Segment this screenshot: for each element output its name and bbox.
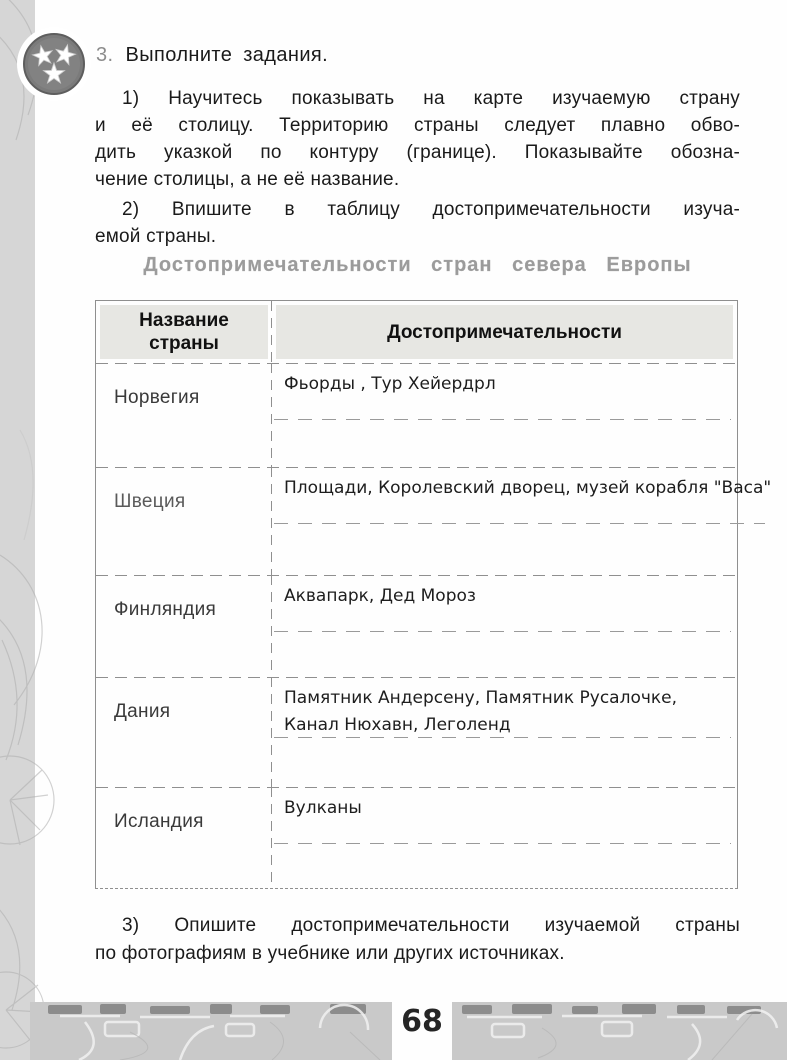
writing-line [274,523,765,524]
country-cell [96,467,272,575]
task-number: 3. [96,44,114,66]
footer-texture [452,1002,787,1060]
footer-ornament-right [452,1002,787,1060]
instruction-line: 1) Научитесь показывать на карте изучаемую страну [122,88,740,109]
writing-line [274,631,731,632]
landmarks-cell [272,787,737,888]
table-header-row [96,301,737,363]
footer-texture [30,1002,392,1060]
table-title: Достопримечательности стран севера Европы [143,254,692,276]
column-header-landmarks: Достопримечательности [387,321,622,343]
landmarks-answer: Фьорды , Тур Хейердрл [284,374,496,394]
country-cell [96,363,272,467]
table-row [96,575,737,677]
instruction-line: и её столицу. Территорию страны следует плавно обво- [95,115,740,136]
table-row [96,363,737,467]
landmarks-answer-line2: Канал Нюхавн, Леголенд [284,715,511,735]
country-name: Норвегия [114,387,200,408]
instruction-line: по фотографиям в учебнике или других источниках. [95,943,565,964]
instruction-paragraph-1 [95,85,740,193]
landmarks-answer: Площади, Королевский дворец, музей корабля "Васа" [284,478,772,498]
landmarks-answer: Аквапарк, Дед Мороз [284,586,476,606]
landmarks-cell [272,575,737,677]
country-cell [96,677,272,787]
writing-line [274,419,731,420]
landmarks-cell [272,467,771,575]
footer-ornament-left [30,1002,392,1060]
table-row [96,467,772,575]
writing-line [274,843,731,844]
column-header-country: Название страны [139,310,229,354]
country-name: Дания [114,701,171,722]
table-row [96,787,737,888]
task-heading [96,44,740,67]
landmarks-cell [272,677,737,787]
landmarks-cell [272,363,737,467]
country-cell [96,787,272,888]
three-stars-badge-icon [12,22,96,106]
country-name: Швеция [114,491,186,512]
instruction-paragraph-3 [95,912,740,968]
instruction-line: дить указкой по контуру (границе). Показывайте обозна- [95,142,740,163]
instruction-line: чение столицы, а не её название. [95,169,400,190]
page-gutter [0,0,35,1060]
task-title: Выполните задания. [125,44,329,66]
instruction-line: емой страны. [95,226,217,247]
header-cell-landmarks [272,301,737,363]
country-name: Финляндия [114,599,217,620]
country-name: Исландия [114,811,204,832]
landmarks-answer: Памятник Андерсену, Памятник Русалочке, [284,688,678,708]
page-number: 68 [401,1004,443,1039]
landmarks-answer: Вулканы [284,798,362,818]
landmarks-table [95,300,772,889]
header-cell-country [96,301,272,363]
instruction-line: 2) Впишите в таблицу достопримечательности изуча- [122,199,740,220]
table-row [96,677,737,787]
instruction-line: 3) Опишите достопримечательности изучаемой страны [122,915,740,936]
instruction-paragraph-2 [95,196,740,250]
writing-line [274,737,731,738]
country-cell [96,575,272,677]
